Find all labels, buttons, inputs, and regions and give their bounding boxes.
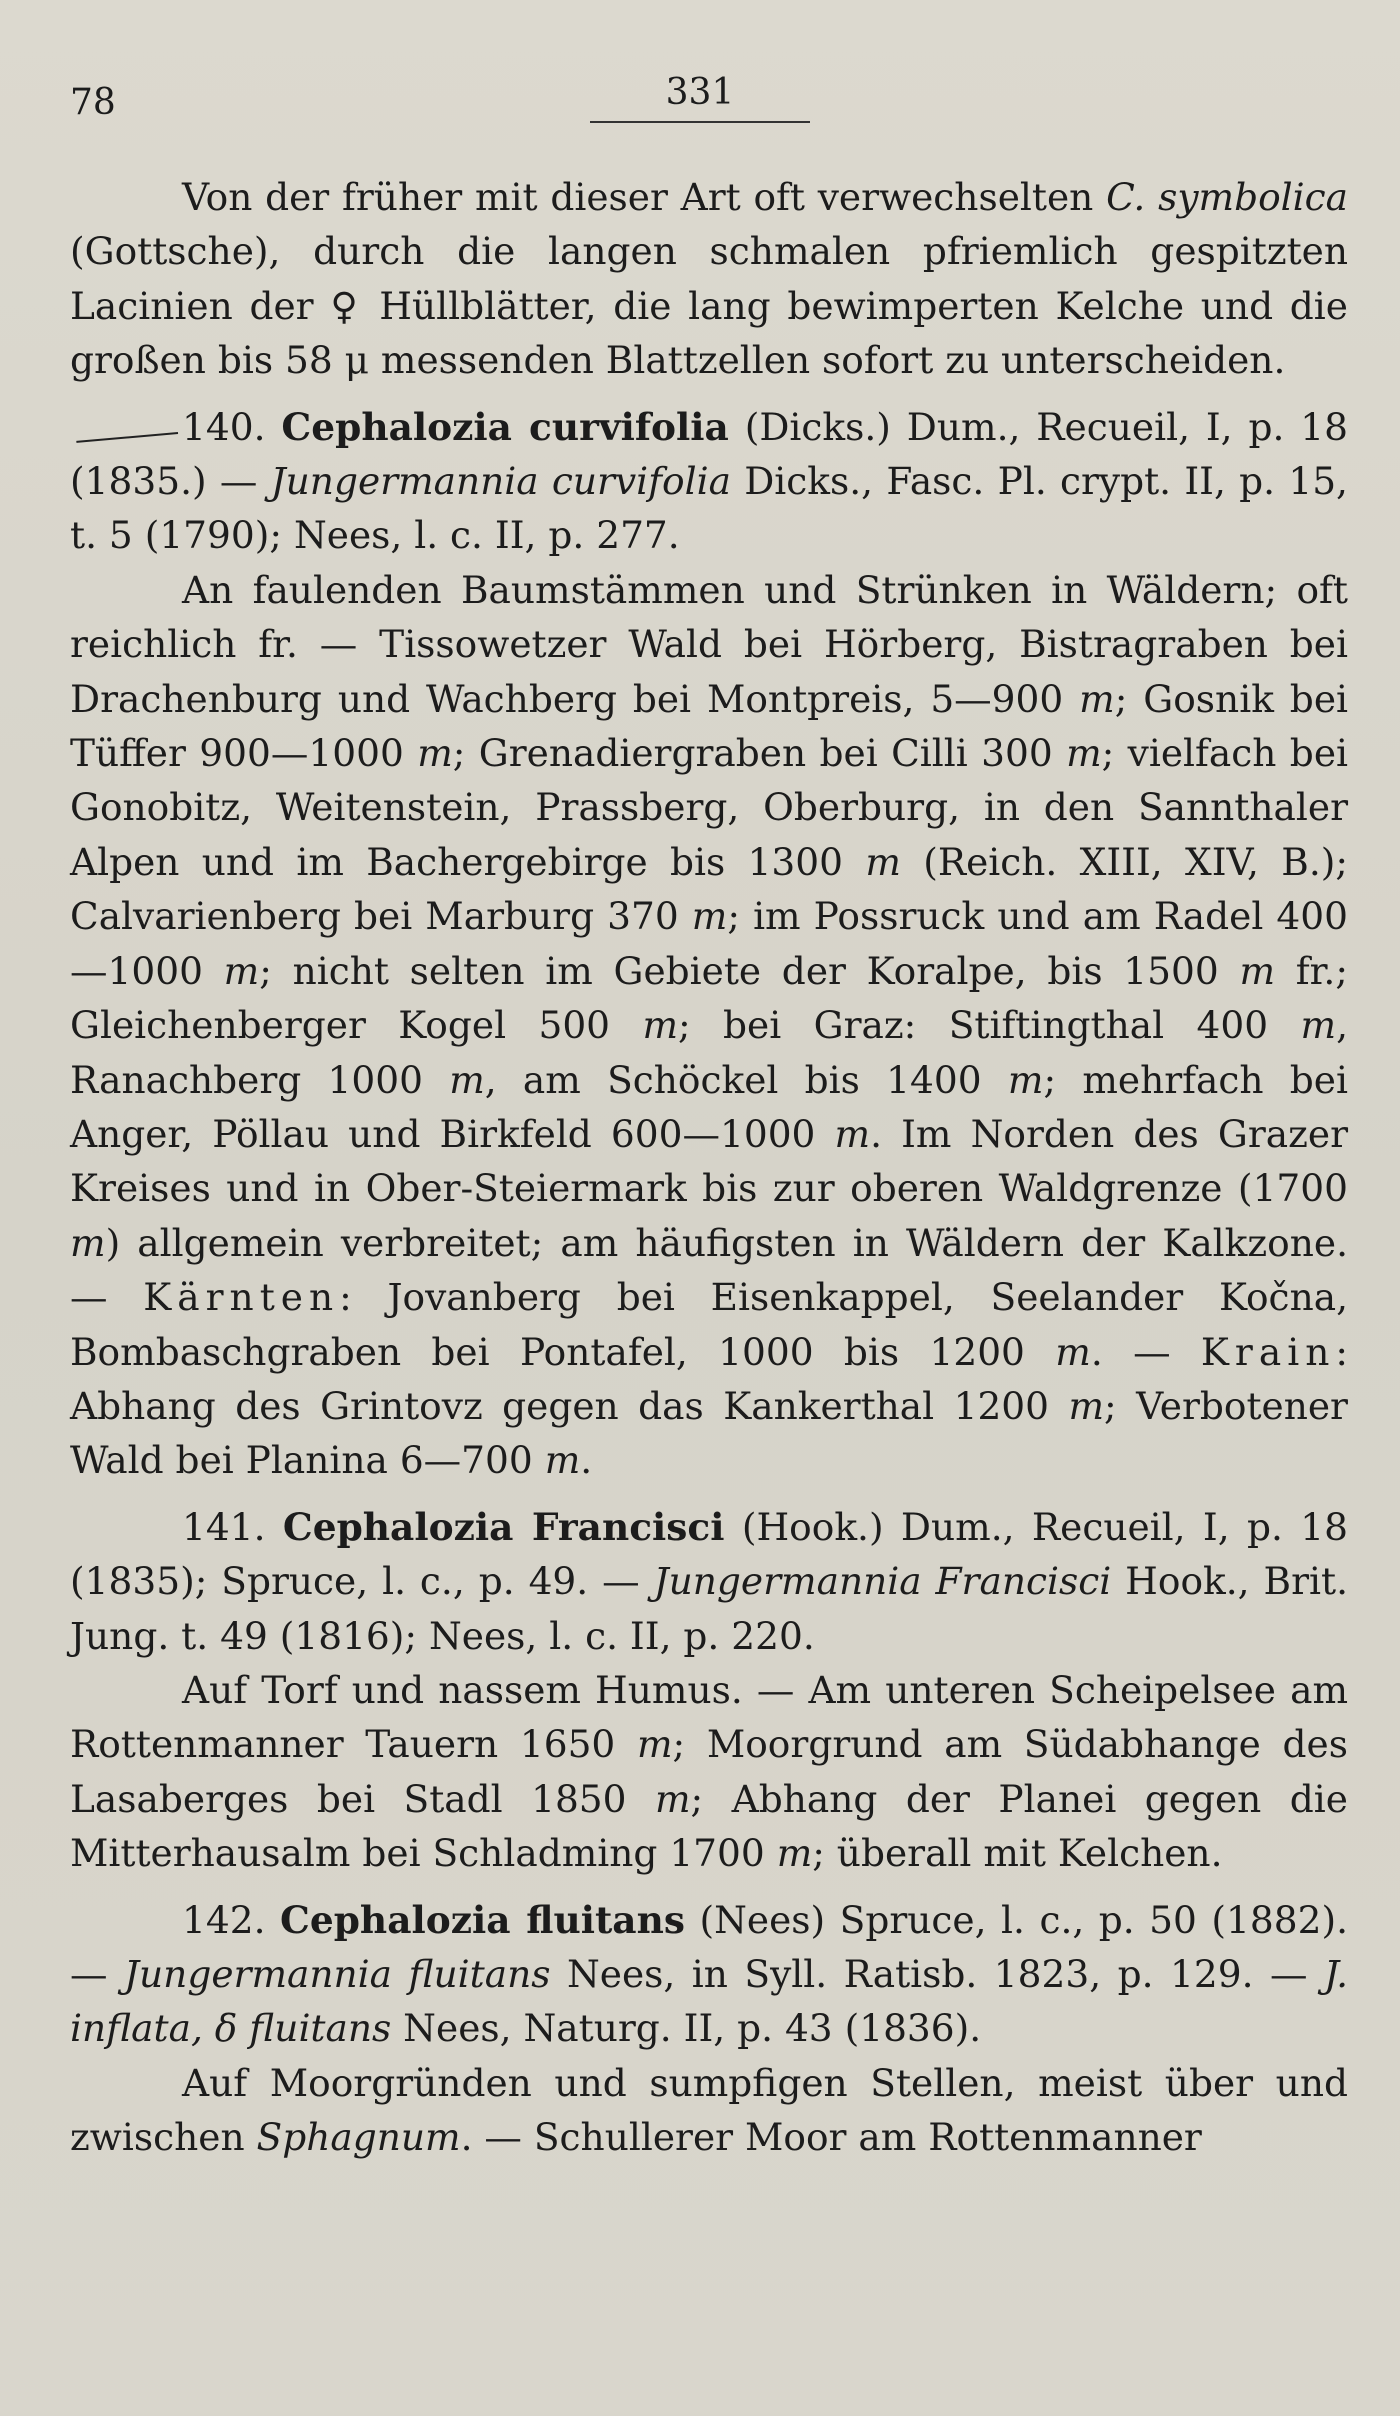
page-number-center: 331 (665, 72, 735, 113)
entry-140-localities: An faulenden Baumstämmen und Strünken in Wäldern; oft reichlich fr. — Tissowetzer Wald bei Hörberg, Bistragraben bei Drachenburg und Wachberg bei Montpreis, 5—900 m; Gosnik bei Tüffer 900—1000 m; Grenadiergraben bei Cilli 300 m; vielfach bei Gonobitz, Weitenstein, Prassberg, Oberburg, in den Sannthaler Alpen und im Bachergebirge bis 1300 m (Reich. XIII, XIV, B.); Calvarienberg bei Marburg 370 m; im Possruck und am Radel 400—1000 m; nicht selten im Gebiete der Koralpe, bis 1500 m fr.; Gleichenberger Kogel 500 m; bei Graz: Stiftingthal 400 m, Ranachberg 1000 m, am Schöckel bis 1400 m; mehrfach bei Anger, Pöllau und Birkfeld 600—1000 m. Im Norden des Grazer Kreises und in Ober-Steiermark bis zur oberen Waldgrenze (1700 m) allgemein verbreitet; am häufigsten in Wäldern der Kalkzone. — Kärnten: Jovanberg bei Eisenkappel, Seelander Kočna, Bombaschgraben bei Pontafel, 1000 bis 1200 m. — Krain: Abhang des Grintovz gegen das Kankerthal 1200 m; Verbotener Wald bei Planina 6—700 m. (70, 567, 1349, 1483)
margin-mark (70, 439, 182, 440)
entry-141-localities: Auf Torf und nassem Humus. — Am unteren Scheipelsee am Rottenmanner Tauern 1650 m; Moorgrund am Südabhange des Lasaberges bei Stadl 1850 m; Abhang der Planei gegen die Mitterhausalm bei Schladming 1700 m; überall mit Kelchen. (70, 1667, 1348, 1876)
species-ref: C. symbolica (1106, 175, 1349, 219)
genus-ref: Sphagnum (256, 2115, 461, 2160)
species-name: Cephalozia Francisci (282, 1504, 725, 1549)
entry-142-localities: Auf Moorgründen und sumpfigen Stellen, meist über und zwischen Sphagnum. — Schullerer Moor am Rottenmanner (70, 2060, 1348, 2160)
synonym: Jungermannia Francisci (653, 1559, 1112, 1604)
entry-number: 142. (182, 1897, 266, 1942)
species-name: Cephalozia fluitans (280, 1897, 685, 1942)
entry-141-heading: 141. Cephalozia Francisci (Hook.) Dum., Recueil, I, p. 18 (1835); Spruce, l. c., p. 49. — Jungermannia Francisci Hook., Brit. Jung. t. 49 (1816); Nees, l. c. II, p. 220. (70, 1504, 1348, 1658)
region-name: Krain (1200, 1329, 1336, 1374)
page-number-left: 78 (70, 82, 116, 123)
entry-140-heading: 140. Cephalozia curvifolia (Dicks.) Dum., Recueil, I, p. 18 (1835.) — Jungermannia curvifolia Dicks., Fasc. Pl. crypt. II, p. 15, t. 5 (1790); Nees, l. c. II, p. 277. (70, 404, 1349, 558)
region-name: Kärnten (143, 1275, 340, 1320)
entry-number: 140. (182, 404, 266, 449)
synonym: Jungermannia curvifolia (270, 459, 731, 504)
header-rule (590, 121, 810, 123)
synonym: J. inflata, δ fluitans (70, 1952, 1348, 2051)
paragraph-intro: Von der früher mit dieser Art oft verwechselten C. symbolica (Gottsche), durch die langen schmalen pfriemlich gespitzten Lacinien der ♀ Hüllblätter, die lang bewimperten Kelche und die großen bis 58 μ messenden Blattzellen sofort zu unterscheiden. (70, 175, 1349, 383)
species-name: Cephalozia curvifolia (281, 404, 729, 449)
entry-142-heading: 142. Cephalozia fluitans (Nees) Spruce, l. c., p. 50 (1882). — Jungermannia fluitans Nees, in Syll. Ratisb. 1823, p. 129. — J. inflata, δ fluitans Nees, Naturg. II, p. 43 (1836). (70, 1897, 1349, 2051)
synonym: Jungermannia fluitans (123, 1952, 551, 1996)
body-text (70, 170, 1348, 2165)
entry-number: 141. (182, 1504, 266, 1549)
